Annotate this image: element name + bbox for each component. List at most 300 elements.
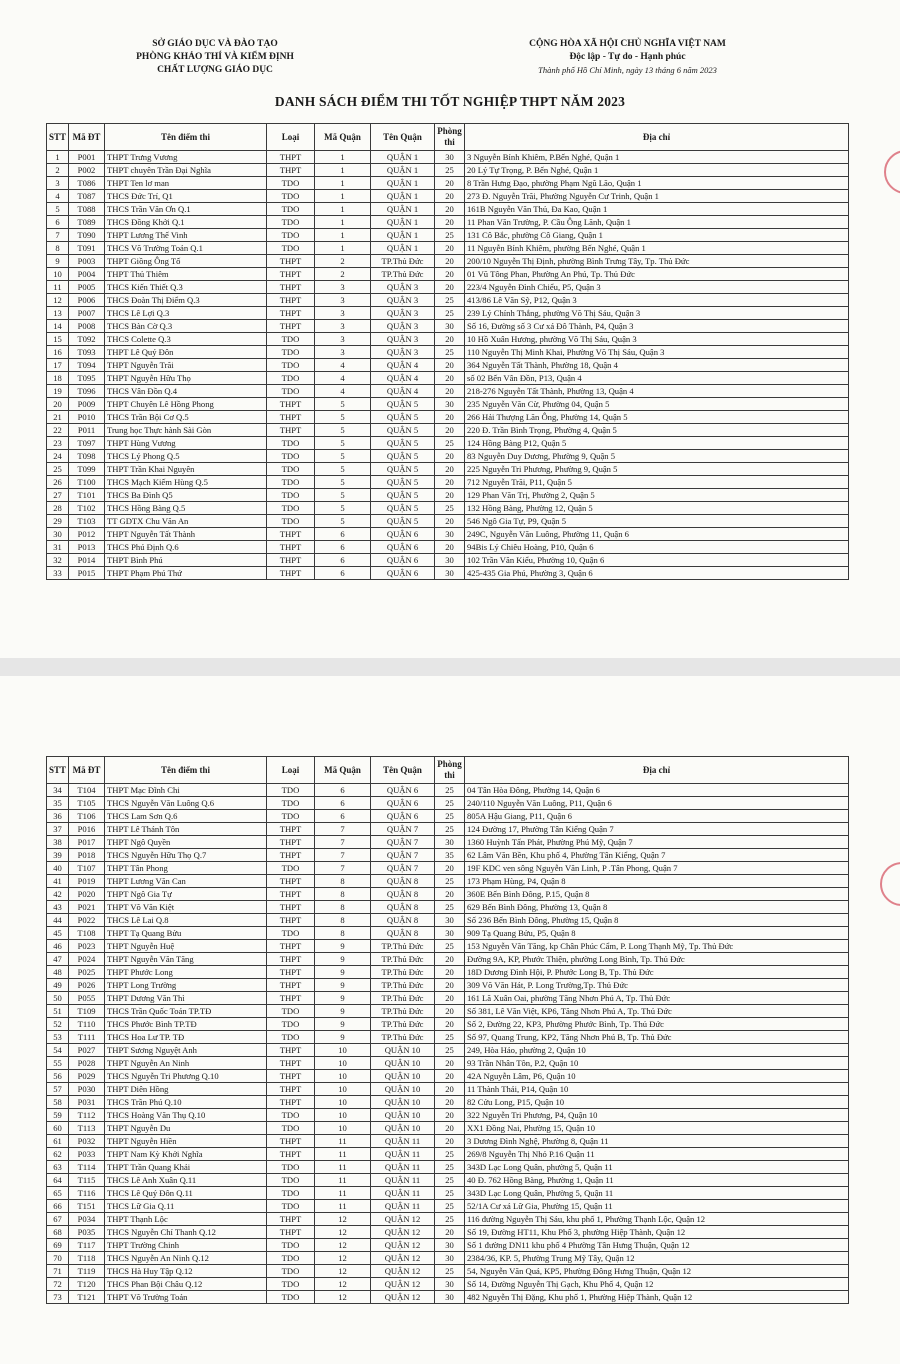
document-date: Thành phố Hồ Chí Minh, ngày 13 tháng 6 năm 2023: [538, 65, 717, 75]
cell-stt: 47: [47, 953, 69, 966]
cell-room-count: 30: [435, 927, 465, 940]
cell-stt: 50: [47, 992, 69, 1005]
cell-stt: 58: [47, 1096, 69, 1109]
cell-stt: 9: [47, 255, 69, 268]
cell-site-code: T093: [69, 346, 105, 359]
cell-room-count: 20: [435, 242, 465, 255]
cell-site-type: THPT: [267, 823, 315, 836]
cell-site-code: P028: [69, 1057, 105, 1070]
cell-stt: 18: [47, 372, 69, 385]
cell-stt: 16: [47, 346, 69, 359]
cell-district-code: 10: [315, 1109, 371, 1122]
table-row: [47, 502, 849, 515]
cell-site-name: THCS Đức Trí, Q1: [105, 190, 267, 203]
table-row: [47, 1161, 849, 1174]
cell-site-name: THCS Ba Đình Q5: [105, 489, 267, 502]
cell-district-name: TP.Thủ Đức: [371, 966, 435, 979]
table-row: [47, 437, 849, 450]
cell-site-type: THPT: [267, 320, 315, 333]
cell-stt: 36: [47, 810, 69, 823]
cell-site-code: T112: [69, 1109, 105, 1122]
cell-room-count: 20: [435, 268, 465, 281]
cell-site-name: THCS Trần Phú Q.10: [105, 1096, 267, 1109]
table-row: [47, 216, 849, 229]
cell-stt: 26: [47, 476, 69, 489]
table-row: [47, 164, 849, 177]
cell-room-count: 20: [435, 966, 465, 979]
cell-stt: 10: [47, 268, 69, 281]
cell-room-count: 20: [435, 1005, 465, 1018]
cell-site-type: TDO: [267, 784, 315, 797]
cell-room-count: 25: [435, 810, 465, 823]
cell-site-type: TDO: [267, 1031, 315, 1044]
cell-room-count: 30: [435, 567, 465, 580]
cell-address: 124 Đường 17, Phường Tân Kiểng Quận 7: [465, 823, 849, 836]
cell-address: Đường 9A, KP, Phước Thiện, phường Long Bình, Tp. Thủ Đức: [465, 953, 849, 966]
cell-address: 11 Phan Văn Trường, P. Cầu Ông Lãnh, Quận 1: [465, 216, 849, 229]
cell-site-name: THCS Trần Bội Cơ Q.5: [105, 411, 267, 424]
cell-site-type: TDO: [267, 810, 315, 823]
cell-room-count: 20: [435, 489, 465, 502]
cell-stt: 66: [47, 1200, 69, 1213]
cell-stt: 59: [47, 1109, 69, 1122]
cell-address: Số 381, Lê Văn Việt, KP6, Tăng Nhơn Phú A, Tp. Thủ Đức: [465, 1005, 849, 1018]
cell-district-code: 5: [315, 437, 371, 450]
cell-site-code: P029: [69, 1070, 105, 1083]
cell-site-type: TDO: [267, 216, 315, 229]
cell-stt: 56: [47, 1070, 69, 1083]
table-row: [47, 385, 849, 398]
cell-room-count: 20: [435, 1096, 465, 1109]
cell-site-type: THPT: [267, 307, 315, 320]
cell-stt: 51: [47, 1005, 69, 1018]
cell-district-code: 4: [315, 372, 371, 385]
table-row: [47, 1096, 849, 1109]
column-header-site-type: Loại: [267, 757, 315, 784]
cell-district-name: QUẬN 5: [371, 489, 435, 502]
cell-site-code: P026: [69, 979, 105, 992]
cell-address: Số 19, Đường HT11, Khu Phố 3, phường Hiệp Thành, Quận 12: [465, 1226, 849, 1239]
cell-district-code: 6: [315, 797, 371, 810]
table-row: [47, 940, 849, 953]
cell-district-code: 5: [315, 463, 371, 476]
cell-district-name: QUẬN 10: [371, 1070, 435, 1083]
cell-site-code: T114: [69, 1161, 105, 1174]
cell-site-name: THCS Lữ Gia Q.11: [105, 1200, 267, 1213]
cell-site-code: P011: [69, 424, 105, 437]
cell-site-type: TDO: [267, 1018, 315, 1031]
cell-site-code: T105: [69, 797, 105, 810]
cell-site-code: T107: [69, 862, 105, 875]
table-row: [47, 294, 849, 307]
cell-site-type: TDO: [267, 862, 315, 875]
cell-address: Số 1 đường DN11 khu phố 4 Phường Tân Hưng Thuận, Quận 12: [465, 1239, 849, 1252]
cell-district-code: 12: [315, 1213, 371, 1226]
column-header-site-type: Loại: [267, 124, 315, 151]
cell-site-code: P002: [69, 164, 105, 177]
cell-site-code: P035: [69, 1226, 105, 1239]
cell-district-name: QUẬN 3: [371, 346, 435, 359]
cell-district-name: QUẬN 5: [371, 424, 435, 437]
cell-site-code: P021: [69, 901, 105, 914]
cell-stt: 52: [47, 1018, 69, 1031]
table-row: [47, 823, 849, 836]
cell-site-code: P020: [69, 888, 105, 901]
cell-site-type: THPT: [267, 1083, 315, 1096]
cell-stt: 24: [47, 450, 69, 463]
cell-site-type: TDO: [267, 502, 315, 515]
cell-address: 425-435 Gia Phú, Phường 3, Quận 6: [465, 567, 849, 580]
cell-site-name: THCS Trần Văn Ơn Q.1: [105, 203, 267, 216]
cell-site-code: P017: [69, 836, 105, 849]
cell-site-code: T090: [69, 229, 105, 242]
cell-stt: 14: [47, 320, 69, 333]
column-header-room-count: Phòng thi: [435, 124, 465, 151]
table-row: [47, 888, 849, 901]
cell-address: 04 Tân Hòa Đông, Phường 14, Quận 6: [465, 784, 849, 797]
cell-address: 54, Nguyễn Văn Quá, KP5, Phường Đông Hưng Thuận, Quận 12: [465, 1265, 849, 1278]
cell-site-code: P003: [69, 255, 105, 268]
cell-site-name: THPT Ngô Gia Tự: [105, 888, 267, 901]
cell-district-name: QUẬN 1: [371, 164, 435, 177]
cell-site-name: THPT Chuyên Lê Hồng Phong: [105, 398, 267, 411]
table-row: [47, 203, 849, 216]
cell-site-name: THCS Nguyễn Tri Phương Q.10: [105, 1070, 267, 1083]
cell-room-count: 20: [435, 476, 465, 489]
cell-site-type: THPT: [267, 888, 315, 901]
cell-district-name: QUẬN 10: [371, 1122, 435, 1135]
cell-site-type: THPT: [267, 398, 315, 411]
cell-site-type: THPT: [267, 979, 315, 992]
exam-sites-table-page-1: [46, 123, 849, 580]
cell-site-name: THPT Nam Kỳ Khởi Nghĩa: [105, 1148, 267, 1161]
cell-site-name: THCS Trần Quốc Toản TP.TĐ: [105, 1005, 267, 1018]
cell-stt: 41: [47, 875, 69, 888]
cell-district-code: 10: [315, 1096, 371, 1109]
cell-site-name: THCS Đoàn Thị Điểm Q.3: [105, 294, 267, 307]
cell-district-name: QUẬN 7: [371, 823, 435, 836]
cell-district-name: QUẬN 12: [371, 1265, 435, 1278]
cell-site-type: THPT: [267, 849, 315, 862]
cell-district-name: QUẬN 1: [371, 190, 435, 203]
cell-site-type: TDO: [267, 177, 315, 190]
cell-room-count: 25: [435, 797, 465, 810]
cell-site-code: P024: [69, 953, 105, 966]
cell-district-code: 9: [315, 953, 371, 966]
cell-address: 52/1A Cư xá Lữ Gia, Phường 15, Quận 11: [465, 1200, 849, 1213]
cell-site-code: P010: [69, 411, 105, 424]
cell-room-count: 30: [435, 1291, 465, 1304]
cell-site-code: P025: [69, 966, 105, 979]
cell-site-name: THCS Đồng Khởi Q.1: [105, 216, 267, 229]
cell-site-code: P032: [69, 1135, 105, 1148]
table-row: [47, 1278, 849, 1291]
cell-room-count: 25: [435, 1031, 465, 1044]
cell-site-type: TDO: [267, 385, 315, 398]
cell-district-code: 11: [315, 1187, 371, 1200]
cell-district-code: 8: [315, 888, 371, 901]
cell-site-code: T104: [69, 784, 105, 797]
column-header-address: Địa chỉ: [465, 124, 849, 151]
cell-district-name: QUẬN 8: [371, 888, 435, 901]
cell-room-count: 20: [435, 541, 465, 554]
cell-site-name: THPT Ten lơ man: [105, 177, 267, 190]
cell-room-count: 30: [435, 914, 465, 927]
cell-site-name: THPT Nguyễn Hiền: [105, 1135, 267, 1148]
column-header-site-name: Tên điểm thi: [105, 124, 267, 151]
cell-room-count: 20: [435, 1018, 465, 1031]
table-row: [47, 849, 849, 862]
cell-site-name: THPT Nguyễn Tất Thành: [105, 528, 267, 541]
cell-site-type: THPT: [267, 966, 315, 979]
cell-site-type: TDO: [267, 1187, 315, 1200]
cell-district-name: QUẬN 6: [371, 567, 435, 580]
cell-site-name: THCS Lê Anh Xuân Q.11: [105, 1174, 267, 1187]
cell-district-code: 3: [315, 333, 371, 346]
cell-room-count: 25: [435, 502, 465, 515]
cell-district-name: QUẬN 10: [371, 1109, 435, 1122]
cell-site-type: THPT: [267, 1148, 315, 1161]
cell-district-name: QUẬN 11: [371, 1135, 435, 1148]
cell-room-count: 20: [435, 216, 465, 229]
cell-address: 218-276 Nguyễn Tất Thành, Phường 13, Quận 4: [465, 385, 849, 398]
cell-district-code: 3: [315, 346, 371, 359]
cell-district-code: 12: [315, 1226, 371, 1239]
table-row: [47, 1265, 849, 1278]
cell-district-name: QUẬN 4: [371, 385, 435, 398]
cell-site-type: THPT: [267, 1226, 315, 1239]
cell-district-name: QUẬN 6: [371, 810, 435, 823]
cell-site-code: P027: [69, 1044, 105, 1057]
cell-stt: 42: [47, 888, 69, 901]
cell-district-code: 10: [315, 1083, 371, 1096]
cell-address: 413/86 Lê Văn Sỹ, P12, Quận 3: [465, 294, 849, 307]
table-row: [47, 515, 849, 528]
cell-address: 360E Bến Bình Đông, P.15, Quận 8: [465, 888, 849, 901]
cell-site-code: T108: [69, 927, 105, 940]
cell-stt: 20: [47, 398, 69, 411]
cell-site-code: T120: [69, 1278, 105, 1291]
cell-district-code: 9: [315, 1005, 371, 1018]
cell-stt: 23: [47, 437, 69, 450]
cell-address: 161 Lã Xuân Oai, phường Tăng Nhơn Phú A, Tp. Thủ Đức: [465, 992, 849, 1005]
cell-site-type: THPT: [267, 1213, 315, 1226]
cell-address: 82 Cửu Long, P15, Quận 10: [465, 1096, 849, 1109]
cell-district-code: 3: [315, 281, 371, 294]
cell-room-count: 20: [435, 411, 465, 424]
cell-site-type: THPT: [267, 151, 315, 164]
table-header-row: [47, 757, 849, 784]
cell-site-name: THPT Nguyễn Trãi: [105, 359, 267, 372]
cell-site-name: THPT Ngô Quyền: [105, 836, 267, 849]
cell-address: 3 Nguyễn Bỉnh Khiêm, P.Bến Nghé, Quận 1: [465, 151, 849, 164]
cell-site-name: THPT Hùng Vương: [105, 437, 267, 450]
cell-district-code: 8: [315, 901, 371, 914]
table-row: [47, 1083, 849, 1096]
table-row: [47, 489, 849, 502]
cell-district-code: 11: [315, 1174, 371, 1187]
cell-site-name: THPT Võ Văn Kiệt: [105, 901, 267, 914]
cell-room-count: 25: [435, 1187, 465, 1200]
cell-district-name: TP.Thủ Đức: [371, 940, 435, 953]
cell-site-code: T100: [69, 476, 105, 489]
table-row: [47, 1148, 849, 1161]
table-row: [47, 463, 849, 476]
cell-site-type: THPT: [267, 836, 315, 849]
cell-district-code: 6: [315, 554, 371, 567]
cell-district-code: 1: [315, 177, 371, 190]
table-row: [47, 979, 849, 992]
cell-district-name: TP.Thủ Đức: [371, 1005, 435, 1018]
cell-district-name: QUẬN 10: [371, 1083, 435, 1096]
cell-district-name: QUẬN 5: [371, 476, 435, 489]
cell-stt: 60: [47, 1122, 69, 1135]
cell-district-name: QUẬN 10: [371, 1096, 435, 1109]
cell-site-code: T086: [69, 177, 105, 190]
cell-room-count: 20: [435, 424, 465, 437]
cell-district-name: QUẬN 3: [371, 294, 435, 307]
cell-district-name: QUẬN 8: [371, 901, 435, 914]
table-row: [47, 1109, 849, 1122]
cell-site-name: THPT Trần Khai Nguyên: [105, 463, 267, 476]
cell-district-code: 8: [315, 927, 371, 940]
cell-room-count: 25: [435, 1213, 465, 1226]
cell-stt: 5: [47, 203, 69, 216]
cell-district-name: QUẬN 10: [371, 1057, 435, 1070]
cell-stt: 46: [47, 940, 69, 953]
cell-site-type: TDO: [267, 515, 315, 528]
cell-room-count: 30: [435, 528, 465, 541]
cell-site-type: TDO: [267, 229, 315, 242]
cell-address: 132 Hồng Bàng, Phường 12, Quận 5: [465, 502, 849, 515]
cell-stt: 8: [47, 242, 69, 255]
cell-stt: 68: [47, 1226, 69, 1239]
cell-site-code: P014: [69, 554, 105, 567]
cell-site-type: THPT: [267, 901, 315, 914]
cell-stt: 2: [47, 164, 69, 177]
cell-stt: 6: [47, 216, 69, 229]
cell-site-type: TDO: [267, 1239, 315, 1252]
cell-room-count: 30: [435, 1252, 465, 1265]
cell-site-name: THCS Lê Quý Đôn Q.11: [105, 1187, 267, 1200]
cell-stt: 55: [47, 1057, 69, 1070]
cell-district-code: 7: [315, 836, 371, 849]
table-row: [47, 914, 849, 927]
cell-stt: 54: [47, 1044, 69, 1057]
cell-stt: 49: [47, 979, 69, 992]
table-row: [47, 424, 849, 437]
cell-site-type: THPT: [267, 1057, 315, 1070]
cell-district-code: 12: [315, 1291, 371, 1304]
cell-district-name: QUẬN 6: [371, 797, 435, 810]
cell-room-count: 20: [435, 1135, 465, 1148]
cell-site-type: THPT: [267, 411, 315, 424]
cell-address: 269/8 Nguyễn Thị Nhỏ P.16 Quận 11: [465, 1148, 849, 1161]
table-header-row: [47, 124, 849, 151]
cell-district-name: QUẬN 12: [371, 1239, 435, 1252]
cell-room-count: 30: [435, 151, 465, 164]
cell-district-name: QUẬN 5: [371, 502, 435, 515]
cell-site-type: THPT: [267, 940, 315, 953]
national-header: [500, 38, 755, 77]
cell-stt: 7: [47, 229, 69, 242]
cell-district-code: 12: [315, 1265, 371, 1278]
cell-site-name: THCS Lê Lợi Q.3: [105, 307, 267, 320]
cell-room-count: 25: [435, 307, 465, 320]
cell-address: 343D Lạc Long Quân, Phường 5, Quận 11: [465, 1187, 849, 1200]
cell-site-code: P022: [69, 914, 105, 927]
cell-site-code: P018: [69, 849, 105, 862]
cell-site-type: TDO: [267, 1005, 315, 1018]
table-row: [47, 901, 849, 914]
table-row: [47, 927, 849, 940]
cell-address: 805A Hậu Giang, P11, Quận 6: [465, 810, 849, 823]
column-header-stt: STT: [47, 124, 69, 151]
cell-district-code: 11: [315, 1200, 371, 1213]
cell-district-code: 9: [315, 979, 371, 992]
cell-site-code: P005: [69, 281, 105, 294]
cell-district-code: 10: [315, 1070, 371, 1083]
cell-site-code: P033: [69, 1148, 105, 1161]
cell-room-count: 20: [435, 953, 465, 966]
cell-site-type: TDO: [267, 1109, 315, 1122]
cell-site-name: THCS Hồng Bàng Q.5: [105, 502, 267, 515]
cell-district-name: QUẬN 5: [371, 515, 435, 528]
table-row: [47, 268, 849, 281]
cell-room-count: 20: [435, 1122, 465, 1135]
cell-district-name: QUẬN 3: [371, 281, 435, 294]
cell-district-name: QUẬN 11: [371, 1148, 435, 1161]
cell-site-code: T096: [69, 385, 105, 398]
table-row: [47, 836, 849, 849]
cell-stt: 61: [47, 1135, 69, 1148]
cell-stt: 40: [47, 862, 69, 875]
cell-site-type: THPT: [267, 541, 315, 554]
cell-stt: 43: [47, 901, 69, 914]
cell-site-code: T103: [69, 515, 105, 528]
cell-room-count: 25: [435, 229, 465, 242]
cell-district-name: QUẬN 1: [371, 216, 435, 229]
cell-site-name: THPT chuyên Trần Đại Nghĩa: [105, 164, 267, 177]
cell-address: Số 14, Đường Nguyễn Thị Gạch, Khu Phố 4, Quận 12: [465, 1278, 849, 1291]
cell-address: 19F KDC ven sông Nguyễn Văn Linh, P .Tân Phong, Quận 7: [465, 862, 849, 875]
table-row: [47, 797, 849, 810]
cell-site-type: TDO: [267, 1252, 315, 1265]
cell-address: 482 Nguyễn Thị Đặng, Khu phố 1, Phường Hiệp Thành, Quận 12: [465, 1291, 849, 1304]
cell-site-type: TDO: [267, 437, 315, 450]
cell-district-name: QUẬN 1: [371, 242, 435, 255]
cell-stt: 19: [47, 385, 69, 398]
cell-stt: 13: [47, 307, 69, 320]
national-motto-line-2: Độc lập - Tự do - Hạnh phúc: [569, 52, 686, 62]
cell-room-count: 20: [435, 992, 465, 1005]
cell-address: 546 Ngô Gia Tự, P9, Quận 5: [465, 515, 849, 528]
cell-stt: 1: [47, 151, 69, 164]
table-row: [47, 281, 849, 294]
cell-address: 110 Nguyễn Thị Minh Khai, Phường Võ Thị Sáu, Quận 3: [465, 346, 849, 359]
cell-district-name: QUẬN 3: [371, 333, 435, 346]
table-row: [47, 966, 849, 979]
cell-address: 01 Vũ Tông Phan, Phường An Phú, Tp. Thủ Đức: [465, 268, 849, 281]
cell-site-code: T099: [69, 463, 105, 476]
cell-site-code: T089: [69, 216, 105, 229]
column-header-district-name: Tên Quận: [371, 124, 435, 151]
cell-room-count: 25: [435, 784, 465, 797]
cell-district-code: 7: [315, 862, 371, 875]
cell-district-name: QUẬN 8: [371, 914, 435, 927]
cell-site-type: TDO: [267, 927, 315, 940]
cell-address: 200/10 Nguyễn Thị Định, phường Bình Trưng Tây, Tp. Thủ Đức: [465, 255, 849, 268]
